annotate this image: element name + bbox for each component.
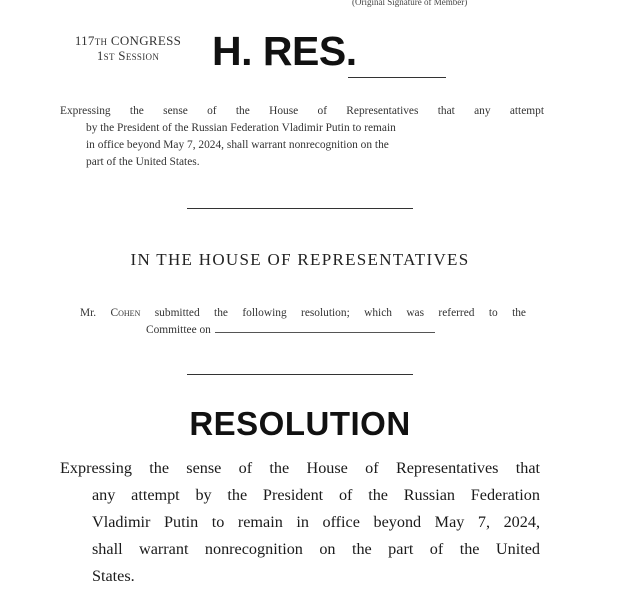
short-title-line: by the President of the Russian Federation Vladimir Putin to remain [86,122,396,134]
short-title-line: Expressing the sense of the House of Representatives that any attempt [60,105,544,117]
divider-rule [187,374,413,375]
bill-type-heading: H. RES. [212,28,357,74]
bill-number-blank [348,77,446,78]
session-label: 1st Session [96,48,160,63]
short-title-line: in office beyond May 7, 2024, shall warrant nonrecognition on the [86,139,389,151]
resolution-line: any attempt by the President of the Russian Federation [92,486,540,504]
sponsor-title: Mr. [80,307,97,319]
committee-label: Committee on [146,324,211,336]
short-title-line: part of the United States. [86,156,200,168]
resolution-line: shall warrant nonrecognition on the part of the United [92,540,540,558]
congress-session-block [60,33,196,63]
submission-statement [80,305,526,339]
resolution-text [60,455,540,590]
submission-text: submitted the following resolution; which was referred to the [154,307,526,319]
submission-line [80,305,526,322]
resolution-line: Vladimir Putin to remain in office beyond May 7, 2024, [92,513,540,531]
committee-blank [215,322,435,333]
committee-line [80,322,526,339]
chamber-heading: IN THE HOUSE OF REPRESENTATIVES [130,250,470,269]
signature-note: (Original Signature of Member) [352,0,468,7]
sponsor-name: Cohen [110,307,141,319]
resolution-line: States. [92,567,135,585]
short-title [60,103,544,171]
resolution-line: Expressing the sense of the House of Representatives that [60,459,540,477]
divider-rule [187,208,413,209]
congress-label: 117th CONGRESS [74,33,182,48]
resolution-heading: RESOLUTION [189,405,411,442]
